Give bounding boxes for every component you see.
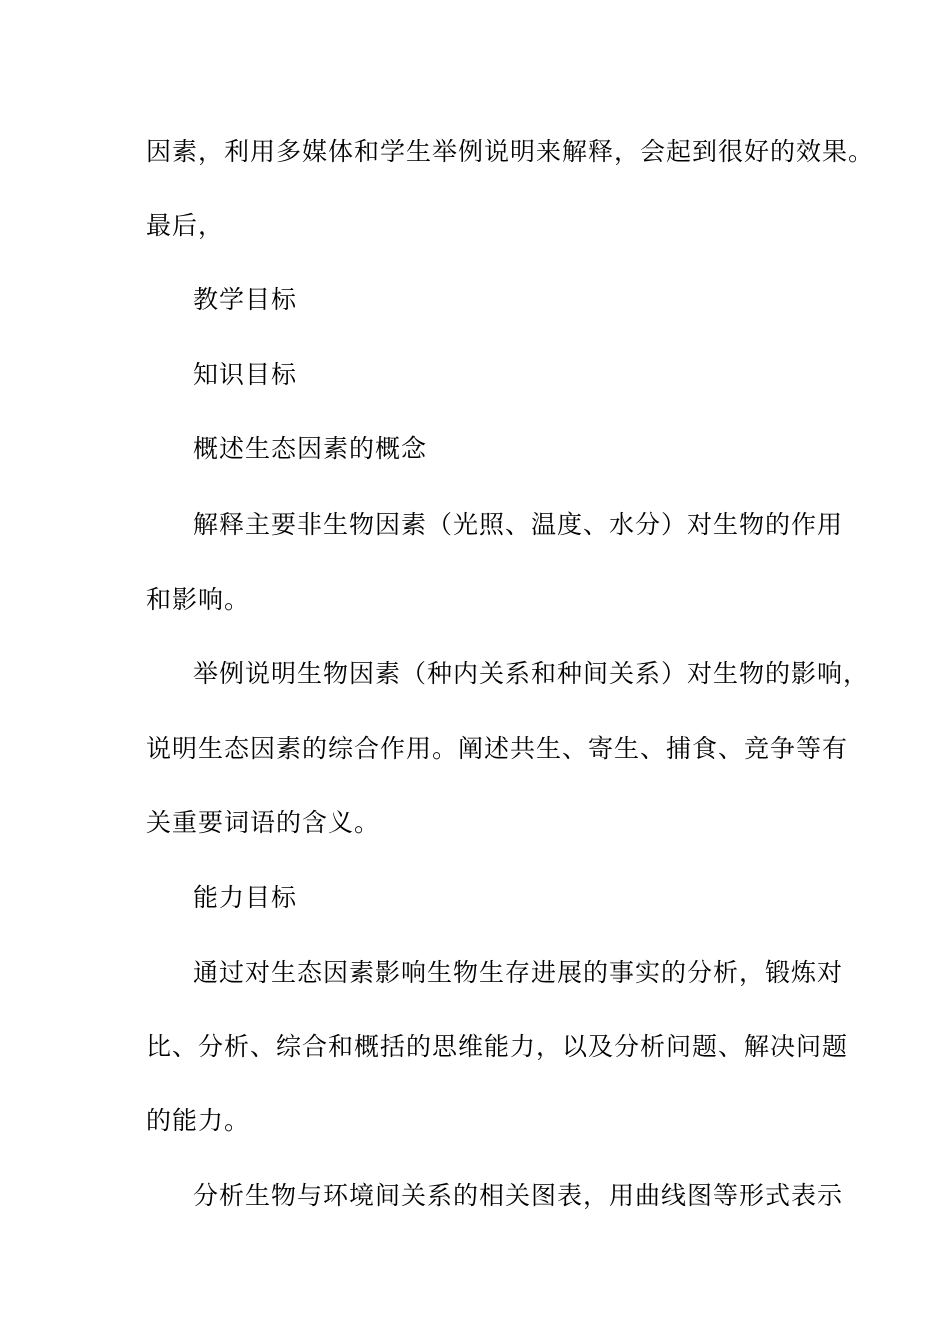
text-line-14: 的能力。 — [146, 1106, 251, 1135]
text-line-5: 概述生态因素的概念 — [193, 434, 428, 463]
text-line-15: 分析生物与环境间关系的相关图表，用曲线图等形式表示 — [193, 1181, 844, 1210]
text-line-9: 说明生态因素的综合作用。阐述共生、寄生、捕食、竞争等有 — [146, 734, 849, 763]
text-line-13: 比、分析、综合和概括的思维能力，以及分析问题、解决问题 — [146, 1032, 849, 1061]
text-line-12: 通过对生态因素影响生物生存进展的事实的分析，锻炼对 — [193, 958, 844, 987]
text-line-1: 因素，利用多媒体和学生举例说明来解释，会起到很好的效果。 — [146, 137, 875, 166]
text-line-6: 解释主要非生物因素（光照、温度、水分）对生物的作用 — [193, 510, 844, 539]
heading-teaching-goals: 教学目标 — [193, 285, 298, 314]
text-line-2: 最后， — [146, 211, 225, 240]
text-line-7: 和影响。 — [146, 585, 251, 614]
heading-ability-goals: 能力目标 — [193, 883, 298, 912]
heading-knowledge-goals: 知识目标 — [193, 360, 298, 389]
text-line-10: 关重要词语的含义。 — [146, 808, 381, 837]
text-line-8: 举例说明生物因素（种内关系和种间关系）对生物的影响， — [193, 659, 870, 688]
